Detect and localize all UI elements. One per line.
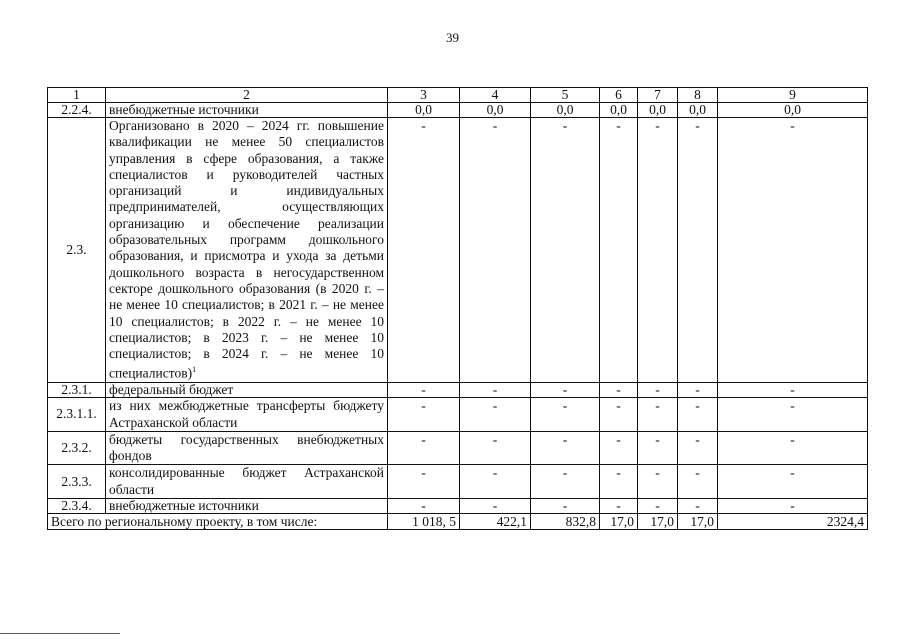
cell-value: - bbox=[678, 383, 718, 398]
cell-value: 0,0 bbox=[600, 103, 638, 118]
header-cell: 6 bbox=[600, 88, 638, 103]
row-label: внебюджетные источники bbox=[106, 103, 388, 118]
cell-value: - bbox=[718, 383, 868, 398]
cell-value: - bbox=[718, 431, 868, 465]
cell-value: - bbox=[388, 398, 460, 432]
cell-value: - bbox=[531, 431, 600, 465]
total-value: 17,0 bbox=[638, 514, 678, 530]
row-number: 2.2.4. bbox=[48, 103, 106, 118]
cell-value: - bbox=[638, 118, 678, 383]
row-label bbox=[106, 118, 388, 383]
cell-value: - bbox=[638, 431, 678, 465]
page-number: 39 bbox=[446, 30, 459, 45]
table-row bbox=[48, 431, 868, 465]
row-number: 2.3. bbox=[48, 118, 106, 383]
row-number: 2.3.1. bbox=[48, 383, 106, 398]
header-cell: 3 bbox=[388, 88, 460, 103]
cell-value: - bbox=[718, 118, 868, 383]
cell-value: - bbox=[388, 465, 460, 499]
footnote-divider bbox=[0, 633, 120, 634]
cell-value: 0,0 bbox=[638, 103, 678, 118]
cell-value: - bbox=[388, 499, 460, 514]
cell-value: - bbox=[531, 499, 600, 514]
total-value: 17,0 bbox=[678, 514, 718, 530]
cell-value: - bbox=[678, 398, 718, 432]
total-row bbox=[48, 514, 868, 530]
cell-value: 0,0 bbox=[678, 103, 718, 118]
cell-value: - bbox=[678, 431, 718, 465]
cell-value: - bbox=[718, 465, 868, 499]
cell-value: - bbox=[718, 398, 868, 432]
row-number: 2.3.2. bbox=[48, 431, 106, 465]
cell-value: - bbox=[638, 398, 678, 432]
cell-value: - bbox=[531, 465, 600, 499]
cell-value: - bbox=[531, 383, 600, 398]
row-label-text: Организовано в 2020 – 2024 гг. повышение квалификации не менее 50 специалистов управления в сфере образования, а также специалистов и руководителей частных организаций и индивидуальных предпринимателей, осуществляющих организацию и обеспечение реализации образовательных программ дошкольного образования, и присмотра и ухода за детьми дошкольного возраста в негосударственном секторе дошкольного образования (в 2020 г. – не менее 10 специалистов; в 2021 г. – не менее 10 специалистов; в 2022 г. – не менее 10 специалистов; в 2023 г. – не менее 10 специалистов; в 2024 г. – не менее 10 специалистов) bbox=[109, 118, 384, 381]
cell-value: - bbox=[678, 499, 718, 514]
cell-value: - bbox=[638, 499, 678, 514]
total-value: 1 018, 5 bbox=[388, 514, 460, 530]
header-cell: 7 bbox=[638, 88, 678, 103]
cell-value: - bbox=[678, 465, 718, 499]
total-label: Всего по региональному проекту, в том числе: bbox=[48, 514, 388, 530]
cell-value: - bbox=[638, 383, 678, 398]
cell-value: - bbox=[460, 383, 531, 398]
budget-table bbox=[47, 87, 868, 530]
row-label: внебюджетные источники bbox=[106, 499, 388, 514]
header-row bbox=[48, 88, 868, 103]
total-value: 2324,4 bbox=[718, 514, 868, 530]
header-cell: 5 bbox=[531, 88, 600, 103]
row-label: федеральный бюджет bbox=[106, 383, 388, 398]
header-cell: 2 bbox=[106, 88, 388, 103]
row-label: из них межбюджетные трансферты бюджету Астраханской области bbox=[106, 398, 388, 432]
row-label: бюджеты государственных внебюджетных фондов bbox=[106, 431, 388, 465]
row-number: 2.3.4. bbox=[48, 499, 106, 514]
row-number: 2.3.1.1. bbox=[48, 398, 106, 432]
total-value: 422,1 bbox=[460, 514, 531, 530]
cell-value: - bbox=[388, 431, 460, 465]
row-number: 2.3.3. bbox=[48, 465, 106, 499]
footnote-mark: 1 bbox=[192, 365, 197, 375]
total-value: 832,8 bbox=[531, 514, 600, 530]
cell-value: - bbox=[600, 431, 638, 465]
header-cell: 4 bbox=[460, 88, 531, 103]
cell-value: - bbox=[460, 465, 531, 499]
table-row bbox=[48, 465, 868, 499]
cell-value: - bbox=[388, 118, 460, 383]
cell-value: - bbox=[600, 118, 638, 383]
cell-value: - bbox=[531, 118, 600, 383]
cell-value: - bbox=[531, 398, 600, 432]
cell-value: - bbox=[460, 431, 531, 465]
cell-value: 0,0 bbox=[460, 103, 531, 118]
cell-value: - bbox=[600, 383, 638, 398]
cell-value: 0,0 bbox=[718, 103, 868, 118]
cell-value: - bbox=[388, 383, 460, 398]
cell-value: - bbox=[460, 398, 531, 432]
cell-value: 0,0 bbox=[388, 103, 460, 118]
total-value: 17,0 bbox=[600, 514, 638, 530]
header-cell: 1 bbox=[48, 88, 106, 103]
cell-value: - bbox=[600, 499, 638, 514]
cell-value: - bbox=[678, 118, 718, 383]
header-cell: 9 bbox=[718, 88, 868, 103]
cell-value: - bbox=[600, 465, 638, 499]
table-row bbox=[48, 118, 868, 383]
table-row bbox=[48, 398, 868, 432]
cell-value: - bbox=[460, 499, 531, 514]
table-row bbox=[48, 499, 868, 514]
row-label: консолидированные бюджет Астраханской области bbox=[106, 465, 388, 499]
header-cell: 8 bbox=[678, 88, 718, 103]
cell-value: - bbox=[718, 499, 868, 514]
cell-value: 0,0 bbox=[531, 103, 600, 118]
table-row bbox=[48, 103, 868, 118]
table-row bbox=[48, 383, 868, 398]
cell-value: - bbox=[460, 118, 531, 383]
cell-value: - bbox=[600, 398, 638, 432]
cell-value: - bbox=[638, 465, 678, 499]
